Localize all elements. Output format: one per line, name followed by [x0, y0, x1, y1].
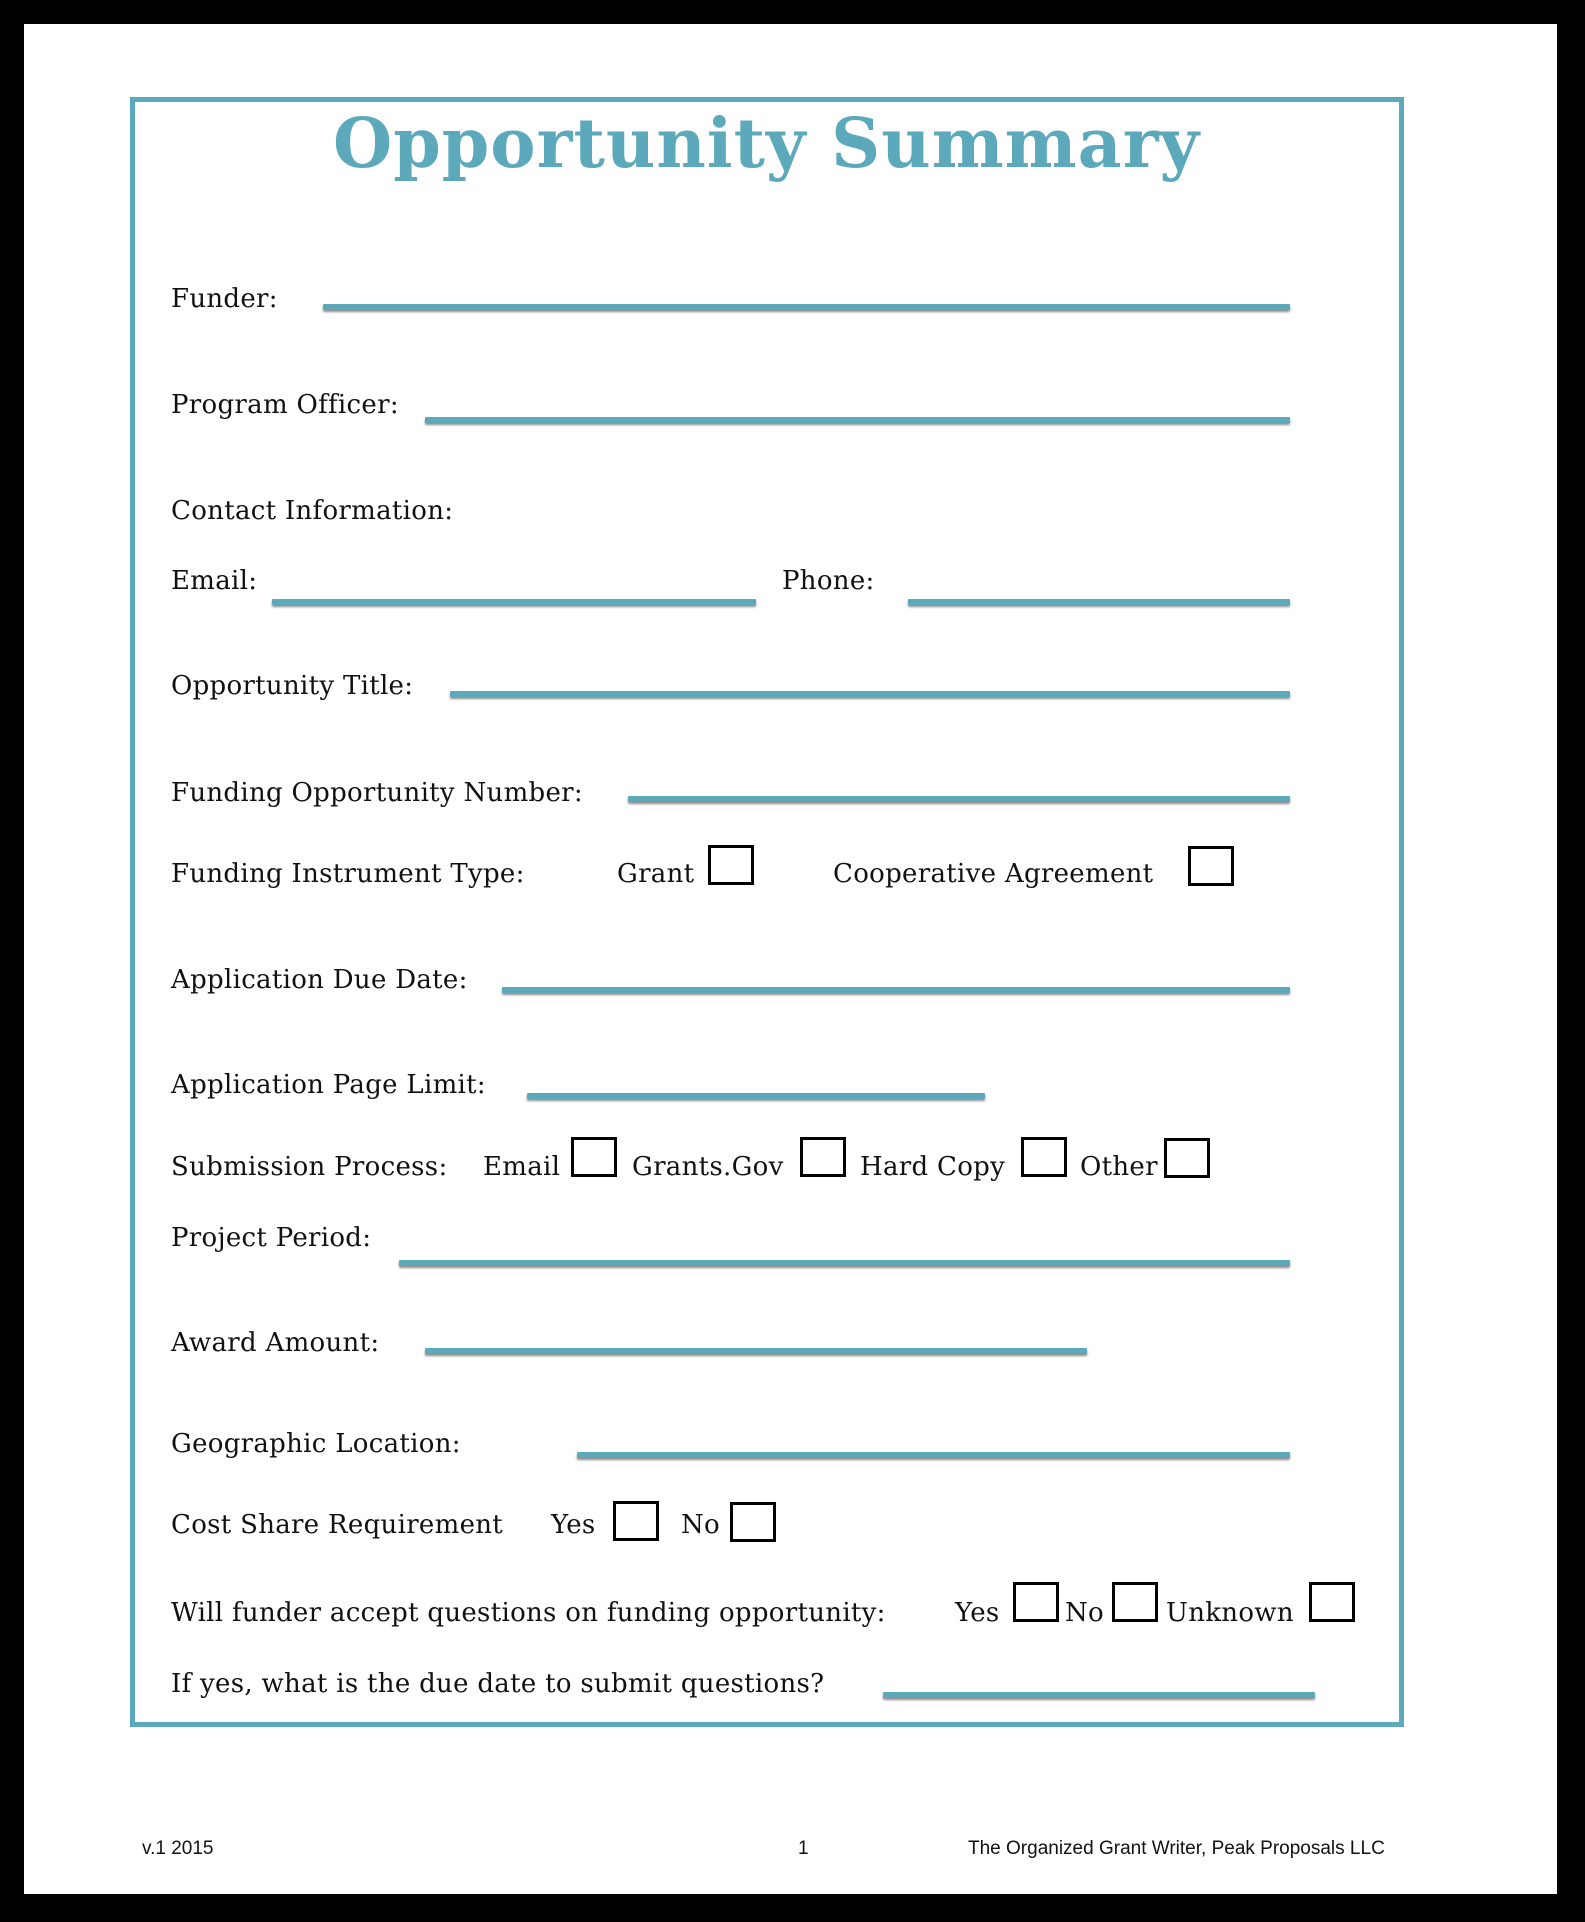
cost-share-yes-checkbox[interactable]	[613, 1501, 659, 1541]
funding-instrument-type-label: Funding Instrument Type:	[171, 859, 525, 889]
footer-version: v.1 2015	[142, 1838, 214, 1859]
hard-copy-label: Hard Copy	[860, 1152, 1006, 1182]
project-period-input-line[interactable]	[399, 1260, 1290, 1266]
cost-share-yes-label: Yes	[551, 1510, 596, 1540]
cooperative-agreement-checkbox[interactable]	[1188, 846, 1234, 886]
award-amount-input-line[interactable]	[425, 1348, 1087, 1354]
application-page-limit-input-line[interactable]	[527, 1093, 985, 1099]
application-due-date-input-line[interactable]	[502, 987, 1290, 993]
opportunity-title-label: Opportunity Title:	[171, 671, 414, 701]
project-period-label: Project Period:	[171, 1223, 372, 1253]
contact-information-label: Contact Information:	[171, 496, 454, 526]
other-checkbox[interactable]	[1164, 1138, 1210, 1178]
funder-label: Funder:	[171, 284, 278, 314]
cost-share-no-label: No	[681, 1510, 721, 1540]
email-label: Email:	[171, 566, 258, 596]
questions-no-label: No	[1065, 1598, 1105, 1628]
cooperative-agreement-label: Cooperative Agreement	[833, 859, 1154, 889]
grants-gov-checkbox[interactable]	[800, 1137, 846, 1177]
funding-opportunity-number-input-line[interactable]	[628, 796, 1290, 802]
program-officer-label: Program Officer:	[171, 390, 399, 420]
funding-opportunity-number-label: Funding Opportunity Number:	[171, 778, 583, 808]
submission-email-checkbox[interactable]	[571, 1137, 617, 1177]
questions-due-date-label: If yes, what is the due date to submit questions?	[171, 1669, 825, 1699]
geographic-location-label: Geographic Location:	[171, 1429, 461, 1459]
award-amount-label: Award Amount:	[171, 1328, 380, 1358]
grant-checkbox[interactable]	[708, 845, 754, 885]
questions-no-checkbox[interactable]	[1112, 1582, 1158, 1622]
submission-process-label: Submission Process:	[171, 1152, 448, 1182]
form-border	[130, 97, 1404, 1727]
funder-input-line[interactable]	[323, 304, 1290, 310]
cost-share-requirement-label: Cost Share Requirement	[171, 1510, 504, 1540]
questions-unknown-checkbox[interactable]	[1309, 1582, 1355, 1622]
grants-gov-label: Grants.Gov	[632, 1152, 784, 1182]
other-label: Other	[1080, 1152, 1158, 1182]
footer-credit: The Organized Grant Writer, Peak Proposals LLC	[968, 1838, 1385, 1859]
footer-page-number: 1	[798, 1838, 809, 1859]
funder-questions-label: Will funder accept questions on funding opportunity:	[171, 1598, 886, 1628]
submission-email-label: Email	[483, 1152, 561, 1182]
application-page-limit-label: Application Page Limit:	[171, 1070, 486, 1100]
program-officer-input-line[interactable]	[425, 417, 1290, 423]
grant-label: Grant	[617, 859, 695, 889]
questions-due-date-input-line[interactable]	[883, 1692, 1315, 1698]
email-input-line[interactable]	[272, 599, 756, 605]
geographic-location-input-line[interactable]	[577, 1452, 1290, 1458]
questions-yes-checkbox[interactable]	[1013, 1582, 1059, 1622]
hard-copy-checkbox[interactable]	[1021, 1137, 1067, 1177]
phone-input-line[interactable]	[908, 599, 1290, 605]
questions-unknown-label: Unknown	[1166, 1598, 1294, 1628]
application-due-date-label: Application Due Date:	[171, 965, 468, 995]
phone-label: Phone:	[782, 566, 875, 596]
cost-share-no-checkbox[interactable]	[730, 1502, 776, 1542]
questions-yes-label: Yes	[955, 1598, 1000, 1628]
page-title: Opportunity Summary	[332, 104, 1201, 184]
opportunity-title-input-line[interactable]	[450, 691, 1290, 697]
